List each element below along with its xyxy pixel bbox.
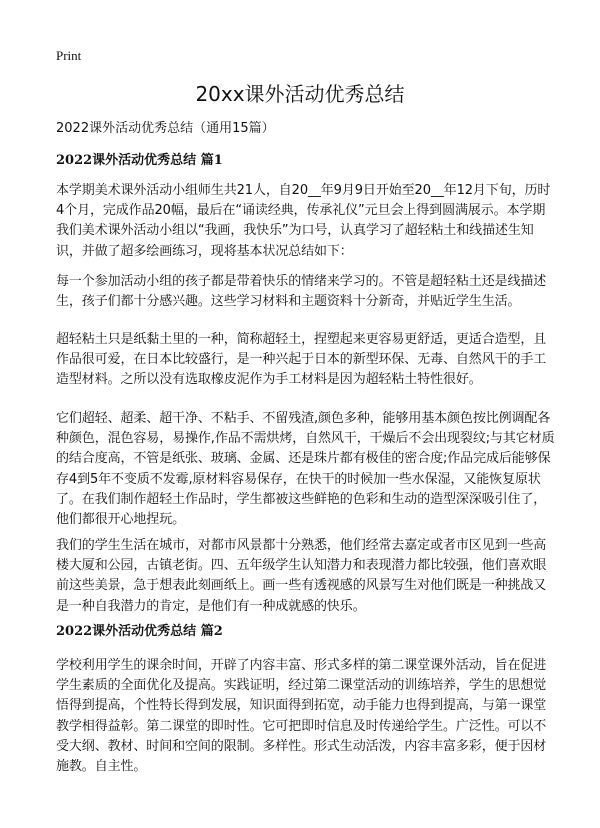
section-heading-1: 2022课外活动优秀总结 篇1 [56,153,223,168]
paragraph: 我们的学生生活在城市，对都市风景都十分熟悉，他们经常去嘉定或者市区见到一些高楼大厦和公园，古镇老街。四、五年级学生认知潜力和表现潜力都比较强，他们喜欢眼前这些美景，急于想表此刻画纸上。画一些有透视感的风景写生对他们既是一种挑战又是一种自我潜力的肯定，是他们有一种成就感的快乐。 [56,538,547,614]
paragraph: 超轻粘土只是纸黏土里的一种，简称超轻土，捏塑起来更容易更舒适，更适合造型，且作品很可爱，在日本比较盛行，是一种兴起于日本的新型环保、无毒、自然风干的手工造型材料。之所以没有选取橡皮泥作为手工材料是因为超轻粘土特性很好。 [56,332,547,388]
paragraph: 每一个参加活动小组的孩子都是带着快乐的情绪来学习的。不管是超轻粘土还是线描述生，孩子们都十分感兴趣。这些学习材料和主题资料十分新奇，并贴近学生生活。 [56,274,547,310]
print-link[interactable]: Print [56,48,82,63]
paragraph: 它们超轻、超柔、超干净、不粘手、不留残渣,颜色多种，能够用基本颜色按比例调配各种颜色，混色容易，易操作,作品不需烘烤，自然风干，干燥后不会出现裂纹;与其它材质的结合度高，不管是纸张、玻璃、金属、还是珠片都有极佳的密合度;作品完成后能够保存4到5年不变质不发霉,原材料容易保存，在快干的时候加一些水保湿，又能恢复原状了。在我们制作超轻土作品时，学生都被这些鲜艳的色彩和生动的造型深深吸引住了，他们都很开心地捏玩。 [56,411,555,528]
paragraph: 本学期美术课外活动小组师生共21人，自20__年9月9日开始至20__年12月下旬，历时4个月，完成作品20幅，最后在“诵读经典，传承礼仪”元旦会上得到圆满展示。本学期我们美术课外活动小组以“我画，我快乐”为口号，认真学习了超轻粘土和线描述生知识，并做了超多绘画练习，现将基本状况总结如下： [56,183,551,259]
document-subtitle: 2022课外活动优秀总结（通用15篇） [56,121,275,136]
section-heading-2: 2022课外活动优秀总结 篇2 [56,624,223,639]
page-title: 20xx课外活动优秀总结 [195,82,405,106]
paragraph: 学校利用学生的课余时间，开辟了内容丰富、形式多样的第二课堂课外活动，旨在促进学生素质的全面优化及提高。实践证明，经过第二课堂活动的训练培养，学生的思想觉悟得到提高，个性特长得到发展，知识面得到拓宽，动手能力也得到提高，与第一课堂教学相得益彰。第二课堂的即时性。它可把即时信息及时传递给学生。广泛性。可以不受大纲、教材、时间和空间的限制。多样性。形式生动活泼，内容丰富多彩，便于因材施教。自主性。 [56,658,547,775]
